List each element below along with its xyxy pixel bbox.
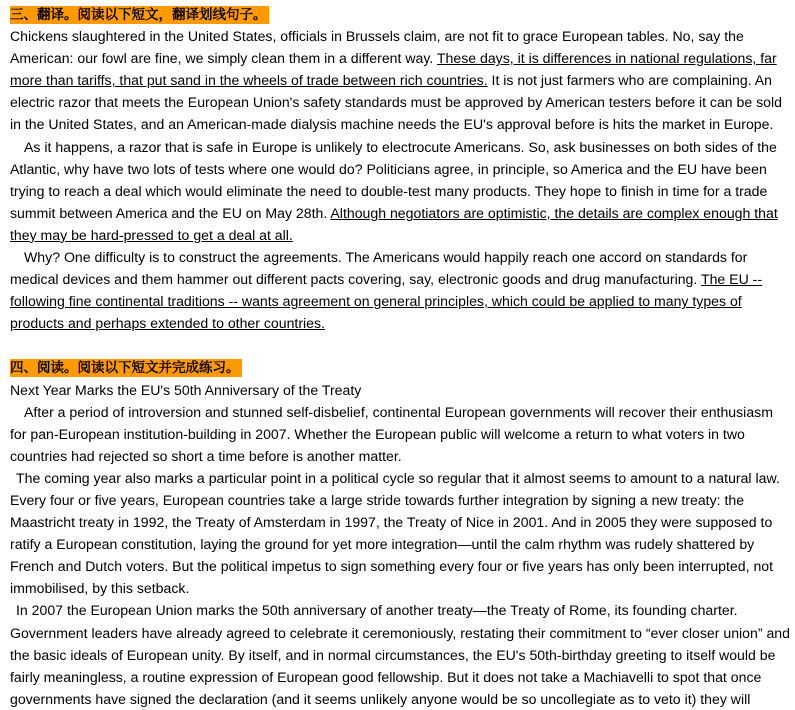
section-4-header: 四、阅读。阅读以下短文并完成练习。 bbox=[10, 360, 240, 377]
section-3-underlined-sentence-3: The EU -- following fine continental traditions -- wants agreement on general principles, which could be applied to many types of products and perhaps extended to other countries. bbox=[10, 271, 763, 332]
section-3-paragraph-2 bbox=[10, 136, 790, 246]
section-3-header: 三、翻译。阅读以下短文，翻译划线句子。 bbox=[10, 7, 267, 23]
article-title: Next Year Marks the EU's 50th Anniversary of the Treaty bbox=[10, 381, 362, 398]
section-3-underlined-sentence-1: These days, it is differences in national regulations, far more than tariffs, that put sand in the wheels of trade between rich countries. bbox=[10, 50, 777, 89]
section-3-paragraph-2-text: As it happens, a razor that is safe in Europe is unlikely to electrocute Americans. So, ask businesses on both sides of the Atlantic, why have two lots of tests where one would do? Politicians agree, in principle, so America and the EU have been trying to reach a deal which would eliminate the need to double-test many products. They hope to finish in time for a trade summit between America and the EU on May 28th. bbox=[10, 138, 777, 221]
section-3-paragraph-1-text-end: It is not just farmers who are complaining. An electric razor that meets the European Union's safety standards must be approved by American testers before it can be sold in the United States, and an American-made dialysis machine needs the EU's approval before is hits the market in Europe. bbox=[10, 72, 782, 133]
section-4 bbox=[10, 356, 790, 710]
section-3-paragraph-3 bbox=[10, 246, 790, 334]
section-3 bbox=[10, 3, 790, 334]
section-3-paragraph-1-text: Chickens slaughtered in the United States, officials in Brussels claim, are not fit to grace European tables. No, say the American: our fowl are fine, we simply clean them in a different way. bbox=[10, 28, 744, 67]
document-page bbox=[10, 3, 790, 710]
section-4-paragraph-2: The coming year also marks a particular point in a political cycle so regular that it almost seems to amount to a natural law. Every four or five years, European countries take a large stride towards further integration by signing a new treaty: the Maastricht treaty in 1992, the Treaty of Amsterdam in 1997, the Treaty of Nice in 2001. And in 2005 they were supposed to ratify a European constitution, laying the ground for yet more integration—until the calm rhythm was rudely shattered by French and Dutch voters. But the political impetus to sign something every four or five years has only been interrupted, not immobilised, by this setback. bbox=[10, 469, 780, 597]
section-3-paragraph-3-text: Why? One difficulty is to construct the agreements. The Americans would happily reach one accord on standards for medical devices and them hammer out different pacts covering, say, electronic goods and drug manufacturing. bbox=[10, 249, 748, 288]
section-4-paragraph-3: In 2007 the European Union marks the 50th anniversary of another treaty—the Treaty of Rome, its founding charter. Government leaders have already agreed to celebrate it ceremoniously, restating their commitment to “ever closer union” and the basic ideals of European unity. By itself, and in normal circumstances, the EU's 50th-birthday greeting to itself would be fairly meaningless, a routine expression of European good fellowship. But it does not take a Machiavelli to spot that once governments have signed the declaration (and it seems unlikely anyone would be so uncollegiate as to veto it) they will bbox=[10, 602, 790, 707]
section-3-underlined-sentence-2: Although negotiators are optimistic, the details are complex enough that they may be hard-pressed to get a deal at all. bbox=[10, 204, 778, 243]
section-spacer bbox=[10, 334, 790, 356]
section-3-paragraph-1 bbox=[10, 25, 790, 135]
section-4-paragraph-1: After a period of introversion and stunned self-disbelief, continental European governments will recover their enthusiasm for pan-European institution-building in 2007. Whether the European public will welcome a return to what voters in two countries had rejected so short a time before is another matter. bbox=[10, 403, 773, 464]
